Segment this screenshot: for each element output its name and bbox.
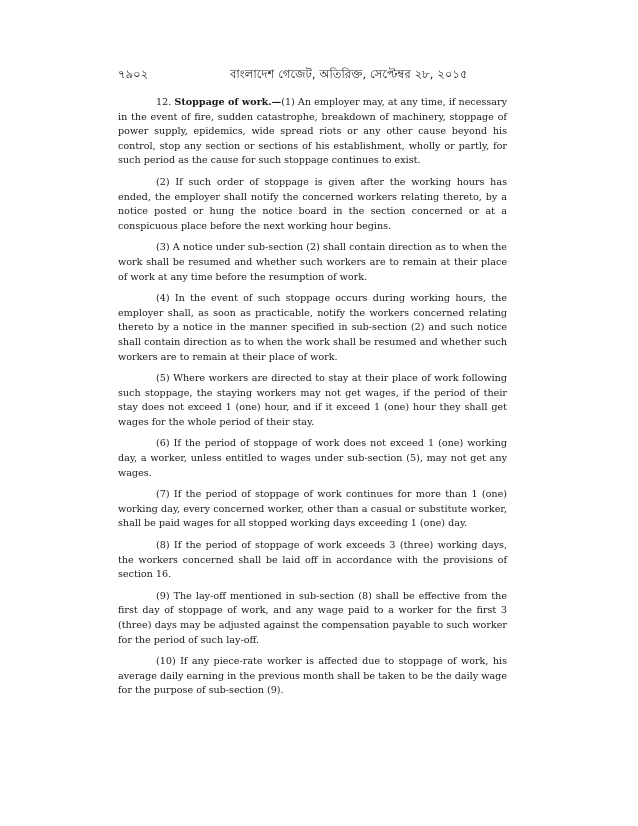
section-paragraph-4: (4) In the event of such stoppage occurs during working hours, the employer shall, as soon as practicable, notify the workers concerned relating thereto by a notice in the manner specified in sub-section (2) and such notice shall contain direction as to when the work shall be resumed and whether such workers are to remain at their place of work.: [118, 293, 507, 363]
section-paragraph-7: (7) If the period of stoppage of work continues for more than 1 (one) working day, every concerned worker, other than a casual or substitute worker, shall be paid wages for all stopped working days exceeding 1 (one) day.: [118, 489, 507, 530]
document-body: [118, 96, 507, 706]
section-paragraph-9: (9) The lay-off mentioned in sub-section (8) shall be effective from the first day of stoppage of work, and any wage paid to a worker for the first 3 (three) days may be adjusted against the compensation payable to such worker for the period of such lay-off.: [118, 590, 507, 646]
section-paragraph-10: (10) If any piece-rate worker is affected due to stoppage of work, his average daily earning in the previous month shall be taken to be the daily wage for the purpose of sub-section (9).: [118, 656, 507, 697]
page-header: [118, 66, 522, 84]
section-paragraph-8: (8) If the period of stoppage of work exceeds 3 (three) working days, the workers concerned shall be laid off in accordance with the provisions of section 16.: [118, 540, 507, 581]
section-paragraph-6: (6) If the period of stoppage of work does not exceed 1 (one) working day, a worker, unless entitled to wages under sub-section (5), may not get any wages.: [118, 438, 507, 479]
section-paragraph-3: (3) A notice under sub-section (2) shall contain direction as to when the work shall be resumed and whether such workers are to remain at their place of work at any time before the resumption of work.: [118, 242, 507, 283]
section-heading: Stoppage of work.—: [174, 97, 282, 108]
gazette-title: বাংলাদেশ গেজেট, অতিরিক্ত, সেপ্টেম্বর ২৮, ২০১৫: [230, 67, 468, 81]
section-paragraph-1: [118, 96, 507, 169]
section-number: 12.: [156, 97, 172, 108]
section-paragraph-5: (5) Where workers are directed to stay at their place of work following such stoppage, the staying workers may not get wages, if the period of their stay does not exceed 1 (one) hour, and if it exceed 1 (one) hour they shall get wages for the whole period of their stay.: [118, 373, 507, 428]
paragraph-text: (1) An employer may, at any time, if necessary in the event of fire, sudden catastrophe, breakdown of machinery, stoppage of power supply, epidemics, wide spread riots or any other cause beyond his control, stop any section or sections of his establishment, wholly or partly, for such period as the cause for such stoppage continues to exist.: [118, 97, 507, 167]
section-paragraph-2: (2) If such order of stoppage is given after the working hours has ended, the employer shall notify the concerned workers relating thereto, by a notice posted or hung the notice board in the section concerned or at a conspicuous place before the next working hour begins.: [118, 176, 507, 232]
page-number: ৭৯০২: [118, 67, 149, 81]
